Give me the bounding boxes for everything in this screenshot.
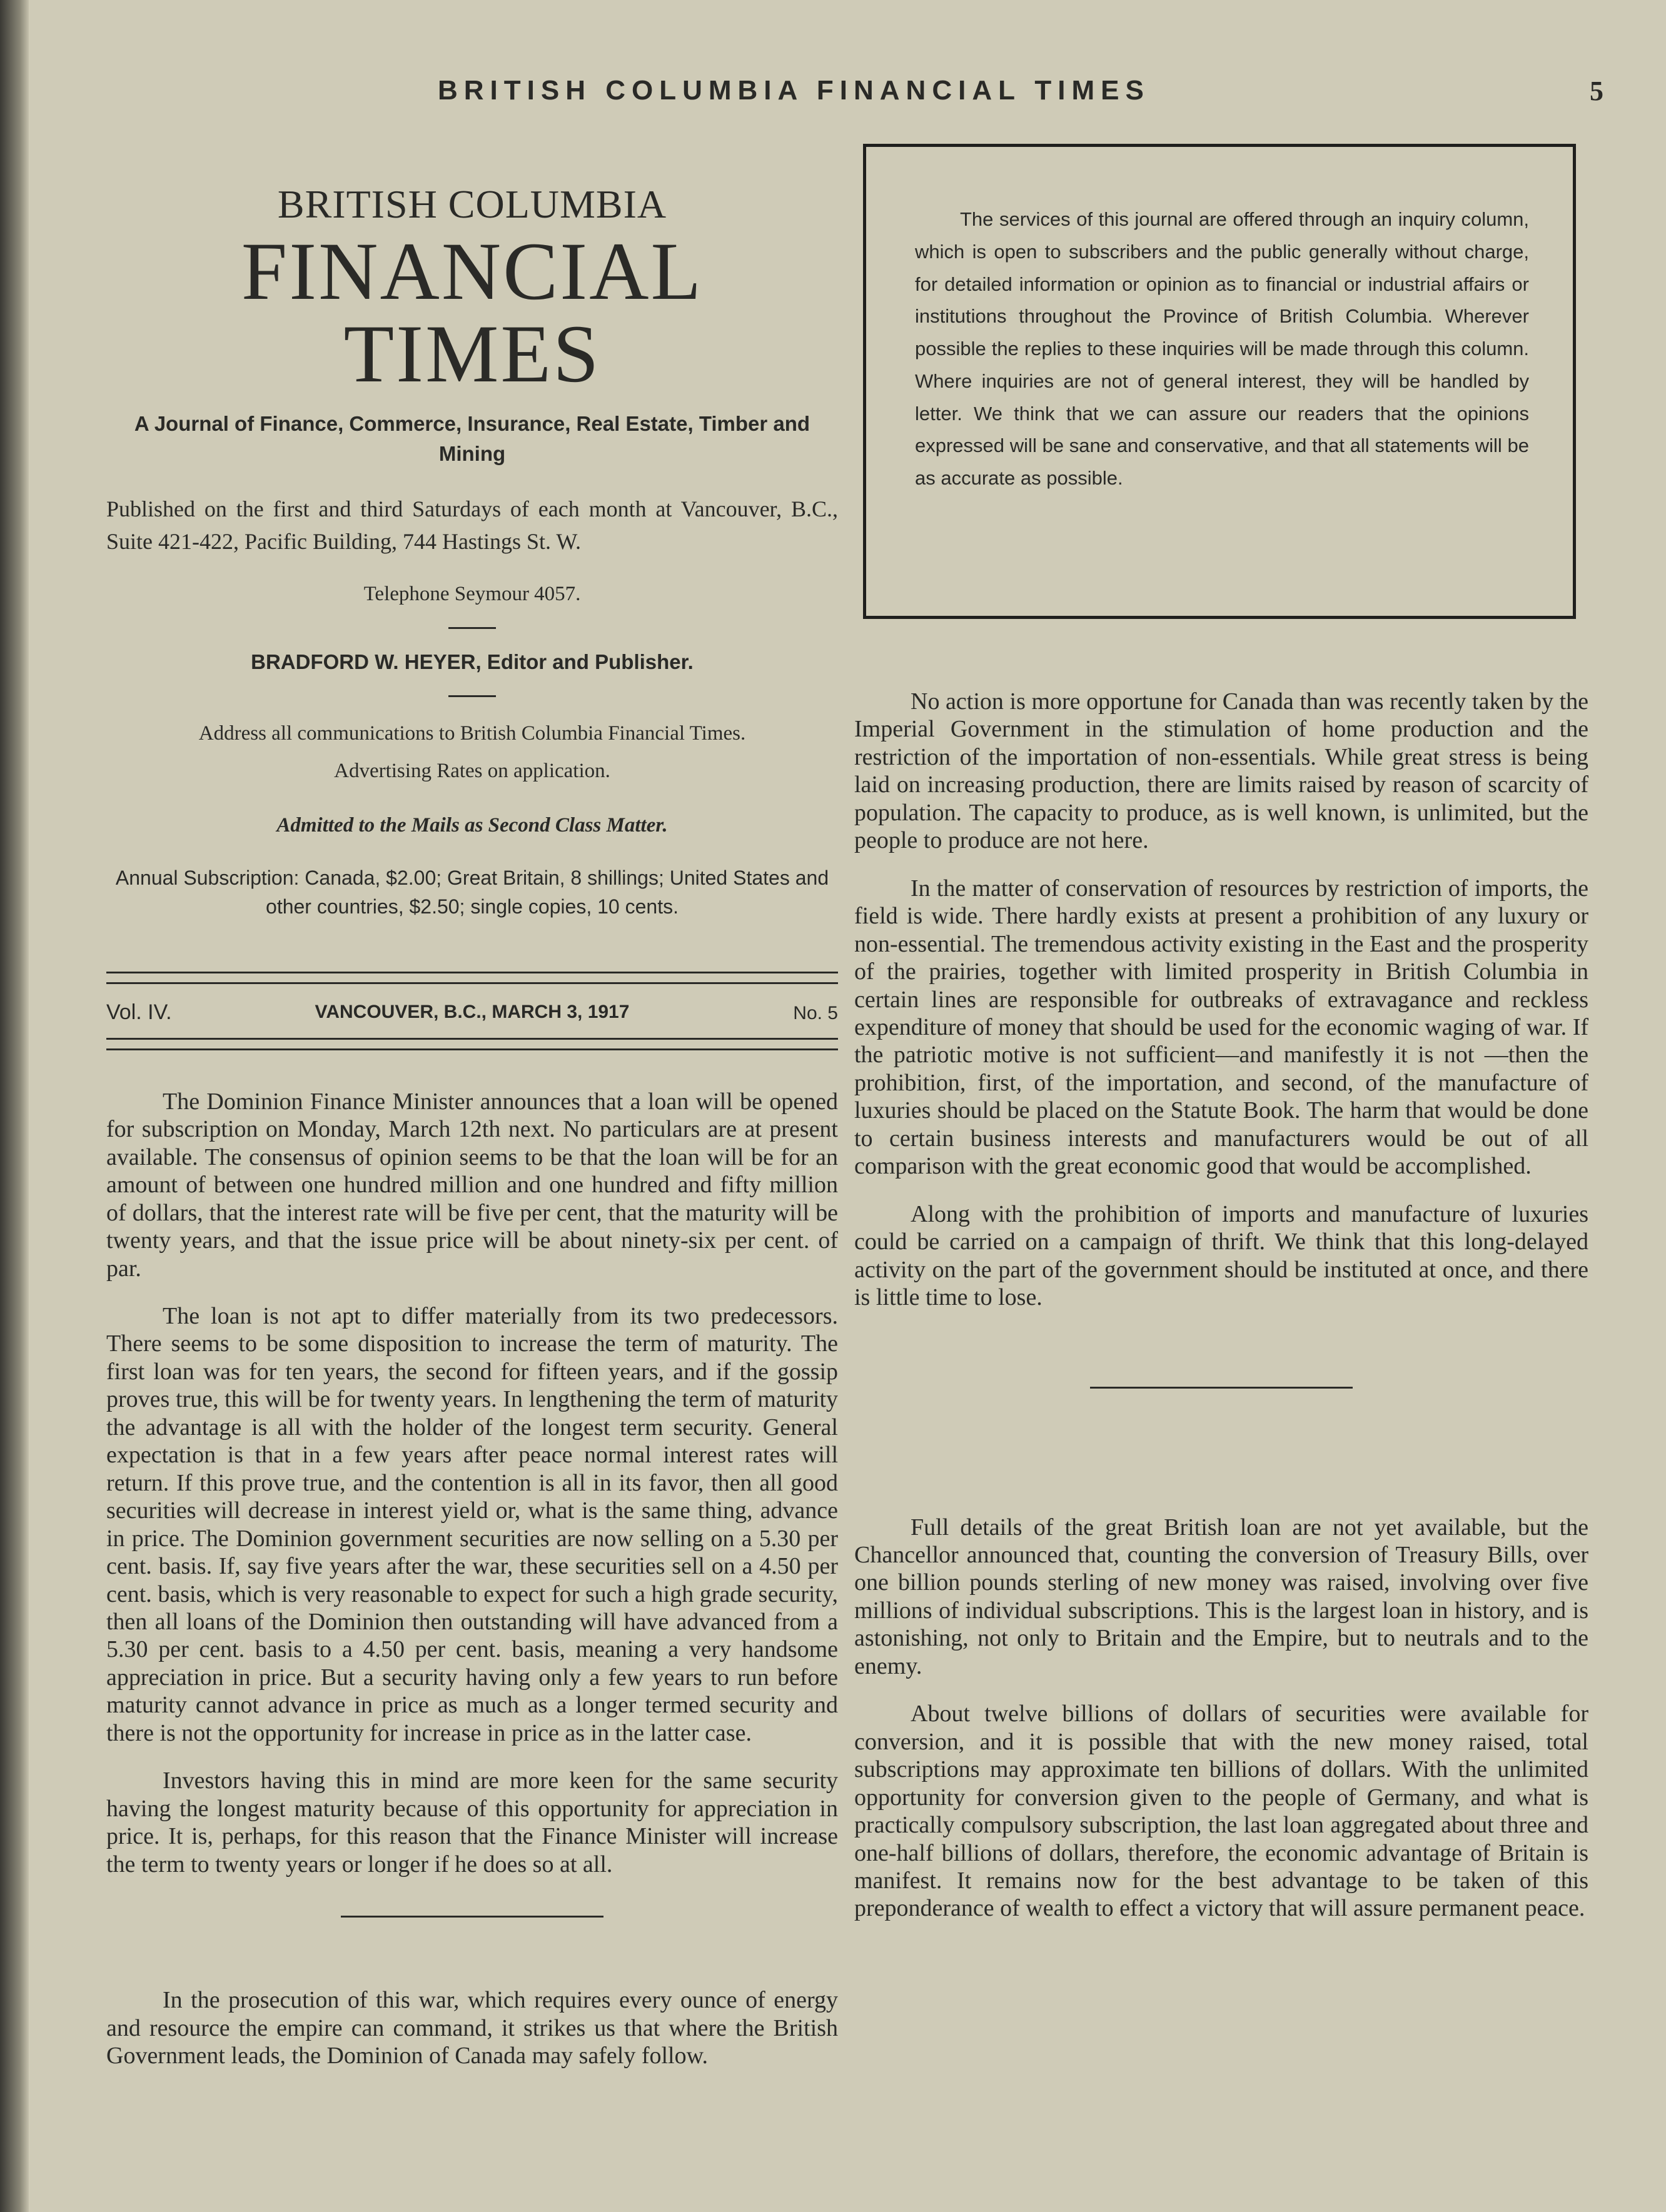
imports-article [854,688,1588,1312]
page-number: 5 [1590,76,1603,106]
paragraph: The Dominion Finance Minister announces that a loan will be opened for subscription on Monday, March 12th next. No particulars are at present available. The consensus of opinion seems to be that the loan will be for an amount of between one hundred million and one hundred and fifty million of dollars, that the interest rate will be five per cent, that the maturity will be twenty years, and that the issue price will be about ninety-six per cent. of par. [106,1088,838,1282]
masthead-title-main: FINANCIAL TIMES [241,225,704,400]
editor-line: BRADFORD W. HEYER, Editor and Publisher. [251,650,694,674]
paragraph: The loan is not apt to differ materially from its two predecessors. There seems to be some disposition to increase the term of maturity. The first loan was for ten years, the second for fifteen years, and if the gossip proves true, this will be for twenty years. In lengthening the term of maturity the advantage is all with the holder of the longest term security. General expectation is that in a few years after peace normal interest rates will return. If this prove true, and the contention is all in its favor, then all good securities will decrease in interest yield or, what is the same thing, advance in price. The Dominion government securities are now selling on a 5.30 per cent. basis. If, say five years after the war, these securities sell on a 4.50 per cent. basis, which is very reasonable to expect for such a high grade security, then all loans of the Dominion then outstanding will have advanced from a 5.30 per cent. basis to a 4.50 per cent. basis, meaning a very handsome appreciation in price. But a security having only a few years to run before maturity cannot advance in price as much as a longer termed security and there is not the opportunity for increase in price as in the latter case. [106,1303,838,1746]
subscription-rates: Annual Subscription: Canada, $2.00; Great Britain, 8 shillings; United States and other countries, $2.50; single copies, 10 cents. [115,867,829,918]
issue-line [106,995,838,1027]
advertising-line: Advertising Rates on application. [334,759,610,782]
masthead-subtitle: A Journal of Finance, Commerce, Insurance, Real Estate, Timber and Mining [134,412,810,465]
short-divider [448,627,496,629]
paragraph: In the prosecution of this war, which requires every ounce of energy and resource the empire can command, it strikes us that where the British Government leads, the Dominion of Canada may safely follow. [106,1987,838,2069]
paragraph: Investors having this in mind are more keen for the same security having the longest maturity because of this opportunity for appreciation in price. It is, perhaps, for this reason that the Finance Minister will increase the term to twenty years or longer if he does so at all. [106,1767,838,1878]
short-divider [448,695,496,697]
mailing-notice: Admitted to the Mails as Second Class Matter. [276,814,668,837]
address-line: Address all communications to British Columbia Financial Times. [198,722,746,745]
left-column [106,169,838,2089]
issue-number: No. 5 [793,1002,838,1023]
issue-date: VANCOUVER, B.C., MARCH 3, 1917 [315,1001,630,1022]
publication-info: Published on the first and third Saturdays of each month at Vancouver, B.C., Suite 421-422, Pacific Building, 744 Hastings St. W. [106,496,838,554]
section-divider [1090,1387,1353,1389]
loan-article [106,1088,838,1878]
inquiry-notice-box [863,144,1576,619]
notice-text: The services of this journal are offered through an inquiry column, which is open to subscribers and the public generally without charge, for detailed information or opinion as to financial or industrial affairs or institutions throughout the Province of British Columbia. Wherever possible the replies to these inquiries will be made through this column. Where inquiries are not of general interest, they will be handled by letter. We think that we can assure our readers that the opinions expressed will be sane and conservative, and that all statements will be as accurate as possible. [915,208,1529,490]
volume-label: Vol. IV. [106,1000,172,1024]
double-rule [106,972,838,984]
book-spine-shadow [0,0,29,2212]
telephone: Telephone Seymour 4057. [363,583,581,606]
paragraph: About twelve billions of dollars of securities were available for conversion, and it is possible that with the new money raised, total subscriptions may approximate ten billions of dollars. With the unlimited opportunity for conversion given to the people of Germany, and what is practically compulsory subscription, the last loan aggregated about three and one-half billions of dollars, therefore, the economic advantage of Britain is manifest. It remains now for the best advantage to be taken of this preponderance of wealth to effect a victory that will assure permanent peace. [854,1701,1588,1922]
page-header [100,75,1616,113]
masthead-title-top: BRITISH COLUMBIA [277,182,667,226]
paragraph: Along with the prohibition of imports and manufacture of luxuries could be carried on a campaign of thrift. We think that this long-delayed activity on the part of the government should be instituted at once, and there is little time to lose. [854,1200,1588,1311]
british-loan-article [854,1514,1588,1923]
double-rule [106,1038,838,1050]
section-divider [341,1916,603,1918]
paragraph: In the matter of conservation of resources by restriction of imports, the field is wide. There hardly exists at present a prohibition of any luxury or non-essential. The tremendous activity existing in the East and the prosperity of the prairies, together with limited prosperity in British Columbia in certain lines are responsible for outbreaks of extravagance and reckless expenditure of money that should be used for the economic waging of war. If the patriotic motive is not sufficient—and manifestly it is not —then the prohibition, first, of the importation, and second, of the manufacture of luxuries should be placed on the Statute Book. The harm that would be done to certain business interests and manufacturers would be out of all comparison with the great economic good that would be accomplished. [854,875,1588,1180]
right-column [854,144,1588,1943]
running-title: BRITISH COLUMBIA FINANCIAL TIMES [438,75,1150,106]
paragraph: Full details of the great British loan are not yet available, but the Chancellor announced that, counting the conversion of Treasury Bills, over one billion pounds sterling of new money was raised, involving over five millions of individual subscriptions. This is the largest loan in history, and is astonishing, not only to Britain and the Empire, but to neutrals and to the enemy. [854,1514,1588,1679]
paragraph: No action is more opportune for Canada than was recently taken by the Imperial Government in the stimulation of home production and the restriction of the importation of non-essentials. While great stress is being laid on increasing production, there are limits raised by reason of scarcity of population. The capacity to produce, as is well known, is unlimited, but the people to produce are not here. [854,688,1588,854]
war-article [106,1986,838,2069]
